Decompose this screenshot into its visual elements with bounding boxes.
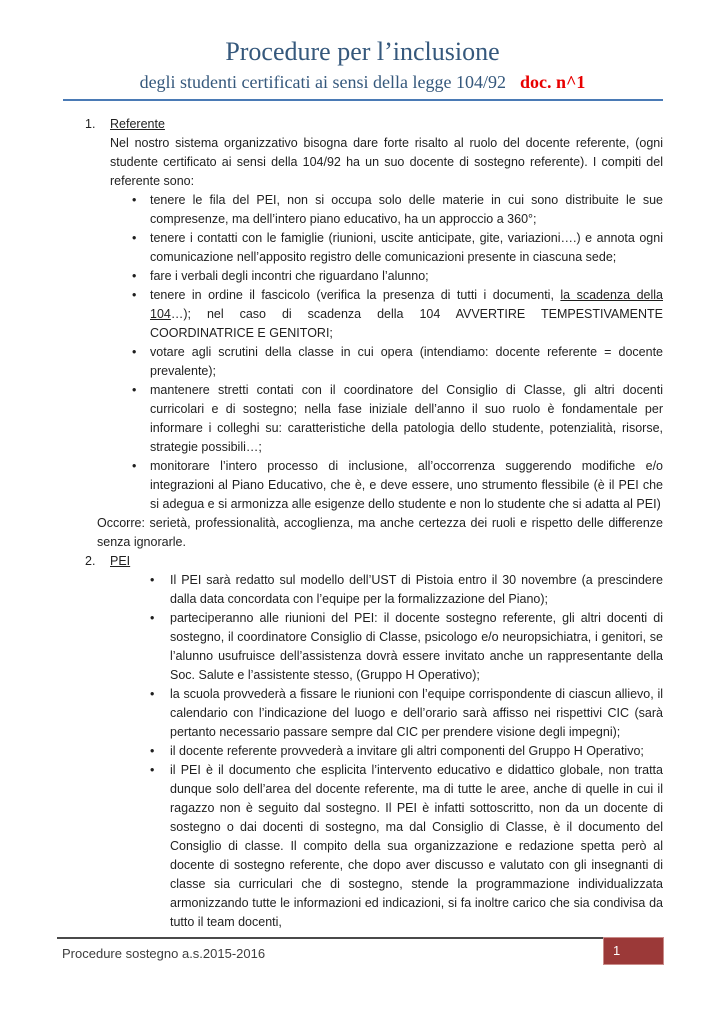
section-outro: Occorre: serietà, professionalità, accoglienza, ma anche certezza dei ruoli e rispetto delle differenze senza ignorarle. <box>97 516 663 549</box>
bullet-item: • la scuola provvederà a fissare le riunioni con l’equipe corrispondente di ciascun allievo, il calendario con l’indicazione del luogo e dell’orario sarà affisso nei rispettivi CIC (sarà pertanto necessario passare sempre dal CIC per prendere visione degli impegni); <box>63 685 663 742</box>
bullet-item: • il docente referente provvederà a invitare gli altri componenti del Gruppo H Operativo; <box>63 742 663 761</box>
footer-divider <box>57 937 603 939</box>
document-header <box>0 0 725 101</box>
page-number-badge: 1 <box>603 937 664 965</box>
section-title: Referente <box>110 117 165 131</box>
bullet-item: • votare agli scrutini della classe in cui opera (intendiamo: docente referente = docente prevalente); <box>63 343 663 381</box>
bullet-item <box>63 286 663 343</box>
section-1 <box>63 115 663 552</box>
document-body <box>63 115 663 932</box>
section-heading <box>63 115 663 134</box>
section-intro: Nel nostro sistema organizzativo bisogna dare forte risalto al ruolo del docente referente, (ogni studente certificato ai sensi della 104/92 ha un suo docente di sostegno referente). I compiti del referente sono: <box>110 136 663 188</box>
section-title: PEI <box>110 554 131 568</box>
section-2 <box>63 552 663 932</box>
bullet-item: • il PEI è il documento che esplicita l’intervento educativo e didattico globale, non tratta dunque solo dell’area del docente referente, ma di tutte le aree, anche di quelle in cui il ragazzo non è seguito dal sostegno. Il PEI è infatti sottoscritto, non da un docente di sostegno o dai docenti di sostegno, ma dal Consiglio di Classe, è il documento del Consiglio di classe. Il compito della sua organizzazione e redazione spetta però al docente di sostegno referente, che dopo aver discusso e valutato con gli insegnanti di classe sia curriculari che di sostegno, stende la programmazione individualizzata armonizzando tutte le informazioni ed indicazioni, si fa inoltre carico che sia condivisa da tutto il team docenti, <box>63 761 663 932</box>
bullet-text: tenere in ordine il fascicolo (verifica la presenza di tutti i documenti, <box>150 288 561 302</box>
section-number: 1. <box>85 117 96 131</box>
bullet-text: …); nel caso di scadenza della 104 AVVERTIRE TEMPESTIVAMENTE COORDINATRICE E GENITORI; <box>150 307 663 340</box>
bullet-item: • tenere i contatti con le famiglie (riunioni, uscite anticipate, gite, variazioni….) e annota ogni comunicazione nell’apposito registro delle comunicazioni presente in ciascuna sede; <box>63 229 663 267</box>
bullet-item: • mantenere stretti contati con il coordinatore del Consiglio di Classe, gli altri docenti curricolari e di sostegno; nella fase iniziale dell’anno il suo ruolo è fondamentale per informare i colleghi su: caratteristiche della patologia dello studente, potenzialità, risorse, strategie possibili…; <box>63 381 663 457</box>
bullet-item: • monitorare l’intero processo di inclusione, all’occorrenza suggerendo modifiche e/o integrazioni al Piano Educativo, che è, e deve essere, uno strumento flessibile (è il PEI che si adegua e si armonizza alle esigenze dello studente e non lo studente che si adatta al PEI) <box>63 457 663 514</box>
bullet-list <box>63 191 663 514</box>
section-heading <box>63 552 663 571</box>
bullet-item: • fare i verbali degli incontri che riguardano l’alunno; <box>63 267 663 286</box>
page-title: Procedure per l’inclusione <box>225 37 500 66</box>
section-number: 2. <box>85 554 96 568</box>
title-divider <box>63 99 663 101</box>
doc-number-label: doc. n^1 <box>519 72 586 92</box>
bullet-item: • Il PEI sarà redatto sul modello dell’UST di Pistoia entro il 30 novembre (a prescindere dalla data concordata con l’equipe per la formalizzazione del Piano); <box>63 571 663 609</box>
bullet-list <box>63 571 663 932</box>
bullet-item: • tenere le fila del PEI, non si occupa solo delle materie in cui sono distribuite le sue compresenze, ma dell’intero piano educativo, ha un approccio a 360°; <box>63 191 663 229</box>
bullet-item: • parteciperanno alle riunioni del PEI: il docente sostegno referente, gli altri docenti di sostegno, il coordinatore Consiglio di Classe, psicologo e/o neuropsichiatra, i genitori, se l’alunno usufruisce dell’assistenza dovrà essere invitato anche un rappresentante della Soc. Salute e l’assistente stesso, (Gruppo H Operativo); <box>63 609 663 685</box>
page-subtitle-row <box>0 70 725 94</box>
footer-text: Procedure sostegno a.s.2015-2016 <box>62 946 266 961</box>
page-subtitle: degli studenti certificati ai sensi della legge 104/92 <box>139 72 506 92</box>
underlined-text: la scadenza della 104 <box>150 288 663 321</box>
